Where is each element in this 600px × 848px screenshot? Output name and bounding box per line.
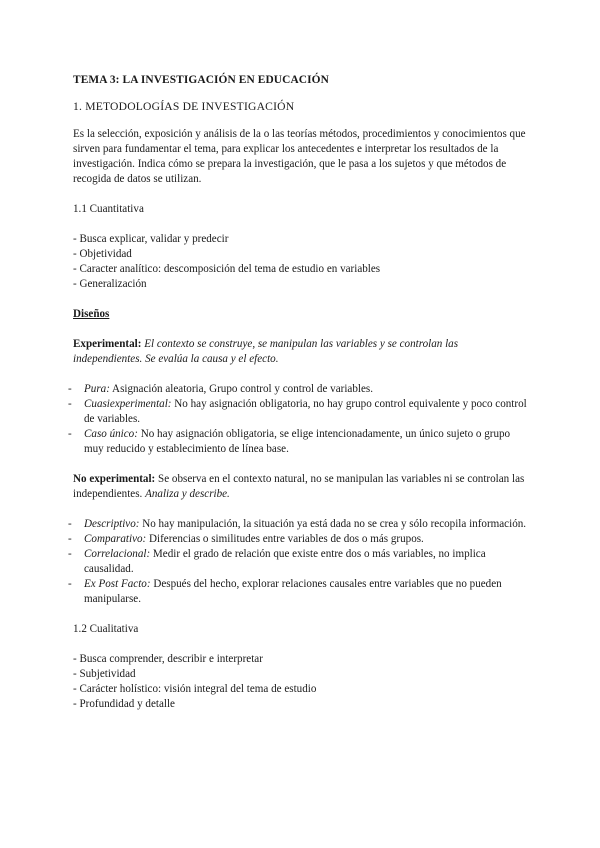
experimental-label: Experimental:	[73, 338, 142, 350]
list-item: - Subjetividad	[73, 668, 136, 680]
experimental-paragraph	[73, 337, 528, 367]
dash-marker: -	[68, 548, 72, 560]
quantitative-list	[73, 232, 528, 292]
list-item	[68, 517, 528, 532]
non-experimental-paragraph	[73, 472, 528, 502]
design-name: Caso único:	[84, 428, 138, 440]
list-item	[68, 532, 528, 547]
intro-paragraph: Es la selección, exposición y análisis de la o las teorías métodos, procedimientos y conocimientos que sirven para fundamentar el tema, para explicar los antecedentes e interpretar los resultados de la investigación. Indica cómo se prepara la investigación, que le pasa a los sujetos y que métodos de recogida de datos se utilizan.	[73, 128, 526, 185]
design-text: Asignación aleatoria, Grupo control y control de variables.	[109, 383, 373, 395]
list-item: - Objetividad	[73, 248, 132, 260]
dash-marker: -	[68, 398, 72, 410]
list-item: - Busca comprender, describir e interpretar	[73, 653, 263, 665]
subsection-title-quantitative: 1.1 Cuantitativa	[73, 203, 144, 215]
list-item: - Profundidad y detalle	[73, 698, 175, 710]
dash-marker: -	[68, 533, 72, 545]
dash-marker: -	[68, 383, 72, 395]
list-item: - Caracter analítico: descomposición del tema de estudio en variables	[73, 263, 381, 275]
design-name: Correlacional:	[84, 548, 151, 560]
list-item	[68, 577, 528, 607]
dash-marker: -	[68, 578, 72, 590]
list-item: - Generalización	[73, 278, 147, 290]
document-page	[68, 73, 528, 727]
design-text: Después del hecho, explorar relaciones causales entre variables que no pueden manipularse.	[84, 578, 502, 605]
non-experimental-description-italic: Analiza y describe.	[145, 488, 230, 500]
design-text: Medir el grado de relación que existe entre dos o más variables, no implica causalidad.	[84, 548, 486, 575]
section-title-methodologies: 1. METODOLOGÍAS DE INVESTIGACIÓN	[73, 100, 295, 113]
experimental-description: El contexto se construye, se manipulan las variables y se controlan las independientes. Se evalúa la causa y el efecto.	[73, 338, 459, 365]
experimental-design-list	[68, 382, 528, 457]
design-text: No hay manipulación, la situación ya está dada no se crea y sólo recopila información.	[139, 518, 527, 530]
list-item: - Busca explicar, validar y predecir	[73, 233, 229, 245]
dash-marker: -	[68, 428, 72, 440]
design-name: Ex Post Facto:	[84, 578, 151, 590]
document-title: TEMA 3: LA INVESTIGACIÓN EN EDUCACIÓN	[73, 74, 329, 86]
design-text: No hay asignación obligatoria, se elige intencionadamente, un único sujeto o grupo muy reducido y establecimiento de línea base.	[84, 428, 511, 455]
non-experimental-description: Se observa en el contexto natural, no se manipulan las variables ni se controlan las independientes.	[73, 473, 525, 500]
list-item	[68, 427, 528, 457]
qualitative-list	[73, 652, 528, 712]
subsection-title-qualitative: 1.2 Cualitativa	[73, 623, 139, 635]
list-item	[68, 382, 528, 397]
designs-heading: Diseños	[73, 308, 110, 320]
design-name: Pura:	[84, 383, 110, 395]
design-text: No hay asignación obligatoria, no hay grupo control equivalente y poco control de variables.	[84, 398, 527, 425]
design-name: Descriptivo:	[84, 518, 140, 530]
design-name: Comparativo:	[84, 533, 147, 545]
non-experimental-label: No experimental:	[73, 473, 156, 485]
design-text: Diferencias o similitudes entre variables de dos o más grupos.	[146, 533, 424, 545]
list-item	[68, 397, 528, 427]
non-experimental-design-list	[68, 517, 528, 607]
list-item: - Carácter holístico: visión integral del tema de estudio	[73, 683, 317, 695]
list-item	[68, 547, 528, 577]
design-name: Cuasiexperimental:	[84, 398, 172, 410]
dash-marker: -	[68, 518, 72, 530]
